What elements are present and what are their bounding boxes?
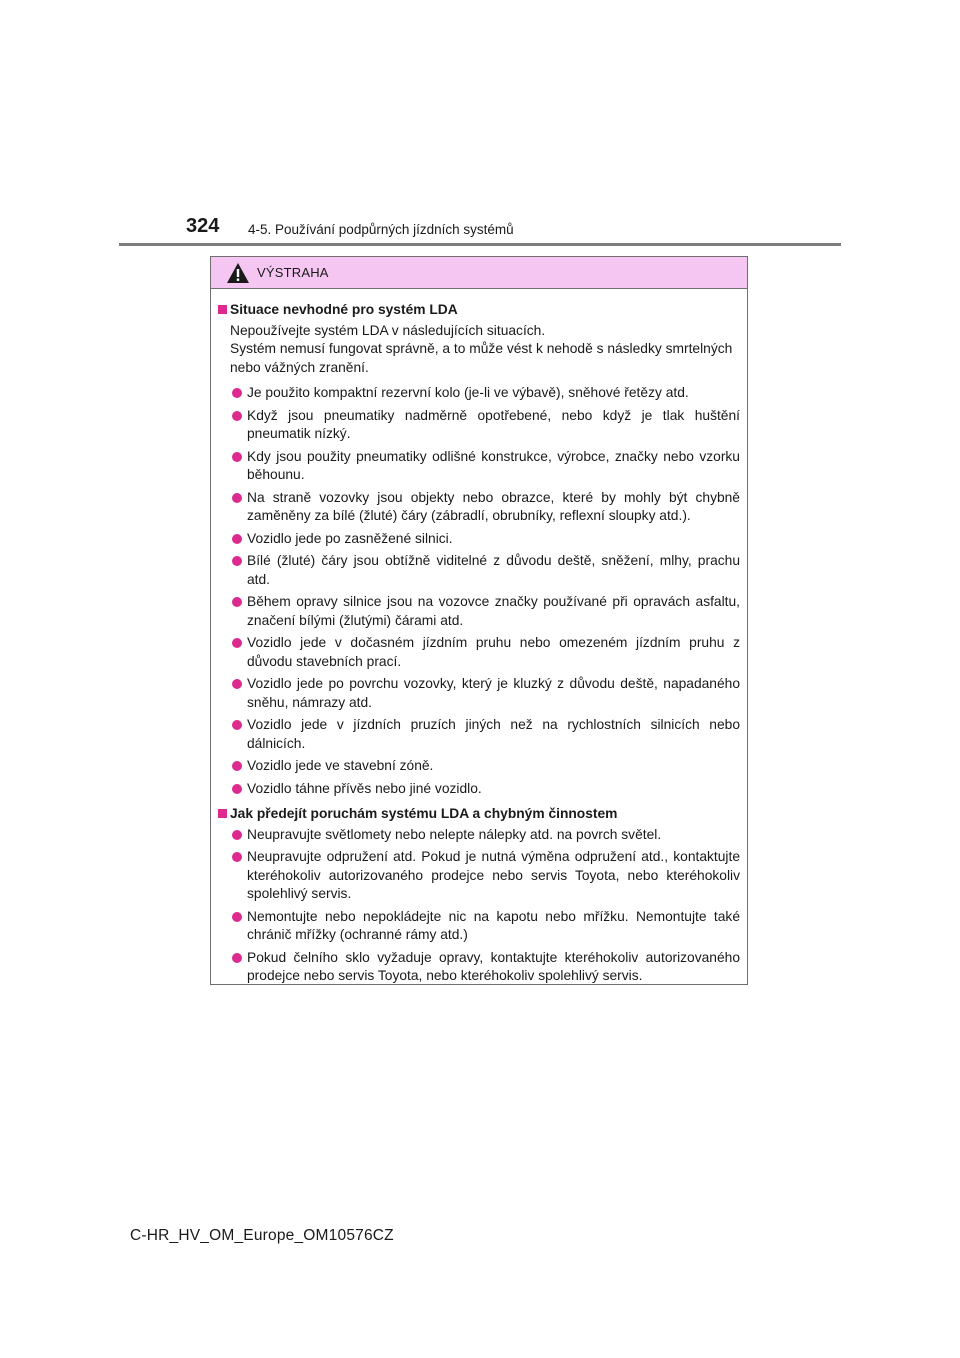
- list-item-text: Je použito kompaktní rezervní kolo (je-li ve výbavě), sněhové řetězy atd.: [247, 385, 689, 400]
- list-item: [217, 489, 740, 526]
- round-bullet-icon: [232, 953, 242, 963]
- warning-triangle-icon: [226, 262, 250, 284]
- warning-section-heading: [217, 301, 740, 320]
- square-bullet-icon: [218, 809, 227, 818]
- round-bullet-icon: [232, 720, 242, 730]
- round-bullet-icon: [232, 556, 242, 566]
- list-item-text: Vozidlo jede v dočasném jízdním pruhu nebo omezeném jízdním pruhu z důvodu stavebních prací.: [247, 635, 740, 669]
- warning-header: [211, 257, 747, 289]
- header-rule: [119, 243, 841, 246]
- list-item: [217, 634, 740, 671]
- list-item-text: Vozidlo jede v jízdních pruzích jiných než na rychlostních silnicích nebo dálnicích.: [247, 717, 740, 751]
- list-item-text: Nemontujte nebo nepokládejte nic na kapotu nebo mřížku. Nemontujte také chránič mřížky (ochranné rámy atd.): [247, 908, 740, 942]
- warning-title: VÝSTRAHA: [257, 265, 329, 280]
- round-bullet-icon: [232, 912, 242, 922]
- list-item: [217, 848, 740, 904]
- intro-paragraph: Systém nemusí fungovat správně, a to může vést k nehodě s následky smrtelných nebo vážných zranění.: [230, 341, 733, 375]
- list-item: [217, 407, 740, 444]
- list-item-text: Během opravy silnice jsou na vozovce značky používané při opravách asfaltu, značení bílými (žlutými) čárami atd.: [247, 594, 740, 628]
- warning-section-heading: [217, 805, 740, 824]
- list-item-text: Neupravujte světlomety nebo nelepte nálepky atd. na povrch světel.: [247, 826, 662, 842]
- list-item-text: Na straně vozovky jsou objekty nebo obrazce, které by mohly být chybně zaměněny za bílé (žluté) čáry (zábradlí, obrubníky, reflexní sloupky atd.).: [247, 489, 740, 523]
- list-item: [217, 530, 740, 549]
- document-code: C-HR_HV_OM_Europe_OM10576CZ: [130, 1227, 394, 1244]
- list-item: [217, 593, 740, 630]
- heading-text: Situace nevhodné pro systém LDA: [230, 302, 458, 317]
- list-item: [217, 908, 740, 945]
- bullet-list: [217, 826, 740, 986]
- list-item-text: Neupravujte odpružení atd. Pokud je nutná výměna odpružení atd., kontaktujte kteréhokoliv autorizovaného prodejce nebo servis Toyota, nebo kteréhokoliv spolehlivý servis.: [247, 849, 740, 901]
- list-item-text: Vozidlo jede po zasněžené silnici.: [247, 530, 453, 546]
- list-item-text: Když jsou pneumatiky nadměrně opotřebené, nebo když je tlak huštění pneumatik nízký.: [247, 407, 740, 441]
- list-item: [217, 552, 740, 589]
- list-item: [217, 448, 740, 485]
- round-bullet-icon: [232, 852, 242, 862]
- warning-body: [211, 289, 747, 986]
- list-item: [217, 675, 740, 712]
- round-bullet-icon: [232, 534, 242, 544]
- round-bullet-icon: [232, 411, 242, 421]
- section-intro: [217, 322, 740, 378]
- list-item: [217, 949, 740, 986]
- list-item-text: Kdy jsou použity pneumatiky odlišné konstrukce, výrobce, značky nebo vzorku běhounu.: [247, 448, 740, 482]
- list-item-text: Vozidlo táhne přívěs nebo jiné vozidlo.: [247, 780, 482, 796]
- round-bullet-icon: [232, 388, 242, 398]
- intro-paragraph: Nepoužívejte systém LDA v následujících situacích.: [230, 322, 546, 338]
- list-item-text: Pokud čelního sklo vyžaduje opravy, kontaktujte kteréhokoliv autorizovaného prodejce nebo servis Toyota, nebo kteréhokoliv spolehlivý servis.: [247, 949, 740, 983]
- bullet-list: [217, 384, 740, 798]
- round-bullet-icon: [232, 493, 242, 503]
- round-bullet-icon: [232, 784, 242, 794]
- page-number: 324: [186, 215, 220, 237]
- round-bullet-icon: [232, 830, 242, 840]
- round-bullet-icon: [232, 679, 242, 689]
- warning-box: [210, 256, 748, 985]
- list-item: [217, 384, 740, 403]
- round-bullet-icon: [232, 638, 242, 648]
- list-item-text: Vozidlo jede po povrchu vozovky, který je kluzký z důvodu deště, napadaného sněhu, námrazy atd.: [247, 676, 740, 710]
- list-item: [217, 716, 740, 753]
- section-title: 4-5. Používání podpůrných jízdních systémů: [248, 222, 514, 237]
- round-bullet-icon: [232, 761, 242, 771]
- round-bullet-icon: [232, 452, 242, 462]
- round-bullet-icon: [232, 597, 242, 607]
- list-item-text: Bílé (žluté) čáry jsou obtížně viditelné z důvodu deště, sněžení, mlhy, prachu atd.: [247, 553, 740, 587]
- list-item: [217, 757, 740, 776]
- list-item: [217, 826, 740, 845]
- list-item: [217, 780, 740, 799]
- list-item-text: Vozidlo jede ve stavební zóně.: [247, 758, 434, 773]
- heading-text: Jak předejít poruchám systému LDA a chybným činnostem: [230, 806, 618, 821]
- square-bullet-icon: [218, 305, 227, 314]
